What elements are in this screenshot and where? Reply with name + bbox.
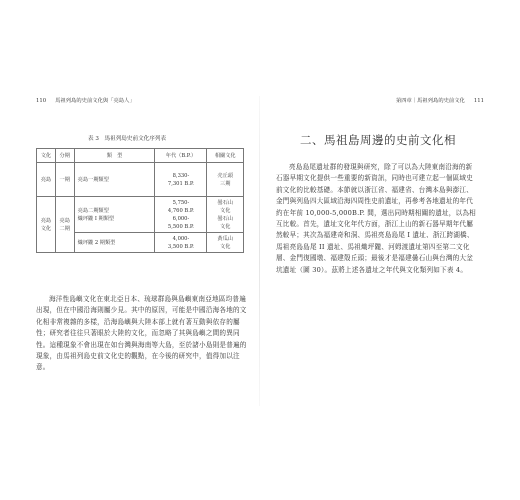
cell-culture-merged: 亮島 文化 [37,197,56,253]
cell-period: 一期 [55,163,74,197]
cell-culture: 亮島 [37,163,56,197]
cell-type: 亮島一期類型 [74,163,155,197]
header-culture: 文化 [37,149,56,163]
right-running-head [396,96,484,104]
left-body-text [36,294,248,374]
header-period: 分期 [55,149,74,163]
header-related: 相關文化 [207,149,244,163]
cell-date: 4,000- 3,500 B.P. [155,233,207,253]
cell-related: 黃瓜山 文化 [207,233,244,253]
cell-date: 8,330- 7,301 B.P. [155,163,207,197]
section-title: 二、馬祖島周邊的史前文化相 [300,133,456,147]
book-title: 馬祖列島的史前文化與「亮島人」 [55,98,135,104]
culture-sequence-table [36,148,244,253]
cell-type: 亮島二期類型 熾坪隴 I 期類型 [74,197,155,233]
table-header-row [37,149,244,163]
right-page [270,96,484,410]
chapter-title: 第四章｜馬祖列島的史前文化 [395,98,465,104]
right-paragraph: 亮島島尾遺址群的發現與研究，除了可以為大陸東南沿海的新石器早期文化提供一些重要的新資訊，同時也可建立起一個區域史前文化的比較基礎。本節就以浙江省、福建省、台灣本島與澎江、金門與列島四大區域沿海四周性史前遺址，再參考各地遺址的年代約在年前 10,000-5,000B.P. 間，選出同時期相關的遺址，以為相互比較。首先，遺址文化年代方面，浙江上山的新石器早期年代屬然較早；其次為福建奇和洞、馬祖亮島島尾 I 遺址、浙江跨湖橋、馬祖亮島島尾 II 遺址、馬祖熾坪隴、河姆渡遺址第四至第二文化層、金門復國墩、福建殼丘頭；最後才是福建曇石山與台灣的大坌坑遺址（圖 30）。茲將上述各遺址之年代與文化類列如下表 4。 [276,163,476,274]
left-running-head [36,96,135,104]
table-caption: 表 3 馬祖列島史前文化序列表 [88,136,167,142]
left-paragraph: 海洋性島嶼文化在東北亞日本、琉球群島與島嶼東南亞地區均普遍出現，但在中國沿海則屬少見。其中的原因，可能是中國沿海各地的文化相非常複雜的多樣，沿海島嶼與大陸本部上就有著互動與依存的屬性；研究者往往只著眼於大陸的文化，而忽略了其與島嶼之間的異同性。這種現象不會出現在如台灣與海南等大島，至於諸小島則是普遍的現象，由馬祖列島史前文化史的觀點，在今後的研究中，值得加以注意。 [36,295,247,372]
right-page-number: 111 [473,98,484,104]
cell-related: 壳丘頭 三期 [207,163,244,197]
cell-period-merged: 亮島 二期 [55,197,74,253]
table-row [37,197,244,233]
right-body-text [276,162,478,276]
left-page-number: 110 [36,98,47,104]
table-row [37,163,244,197]
left-page [36,96,250,410]
header-date: 年代（B.P.） [155,149,207,163]
cell-type: 熾坪隴 2 期類型 [74,233,155,253]
cell-related: 曇石山 文化 曇石山 文化 [207,197,244,233]
header-type: 類 型 [74,149,155,163]
book-gutter [259,96,260,406]
cell-date: 5,750- 4,760 B.P. 6,000- 5,500 B.P. [155,197,207,233]
